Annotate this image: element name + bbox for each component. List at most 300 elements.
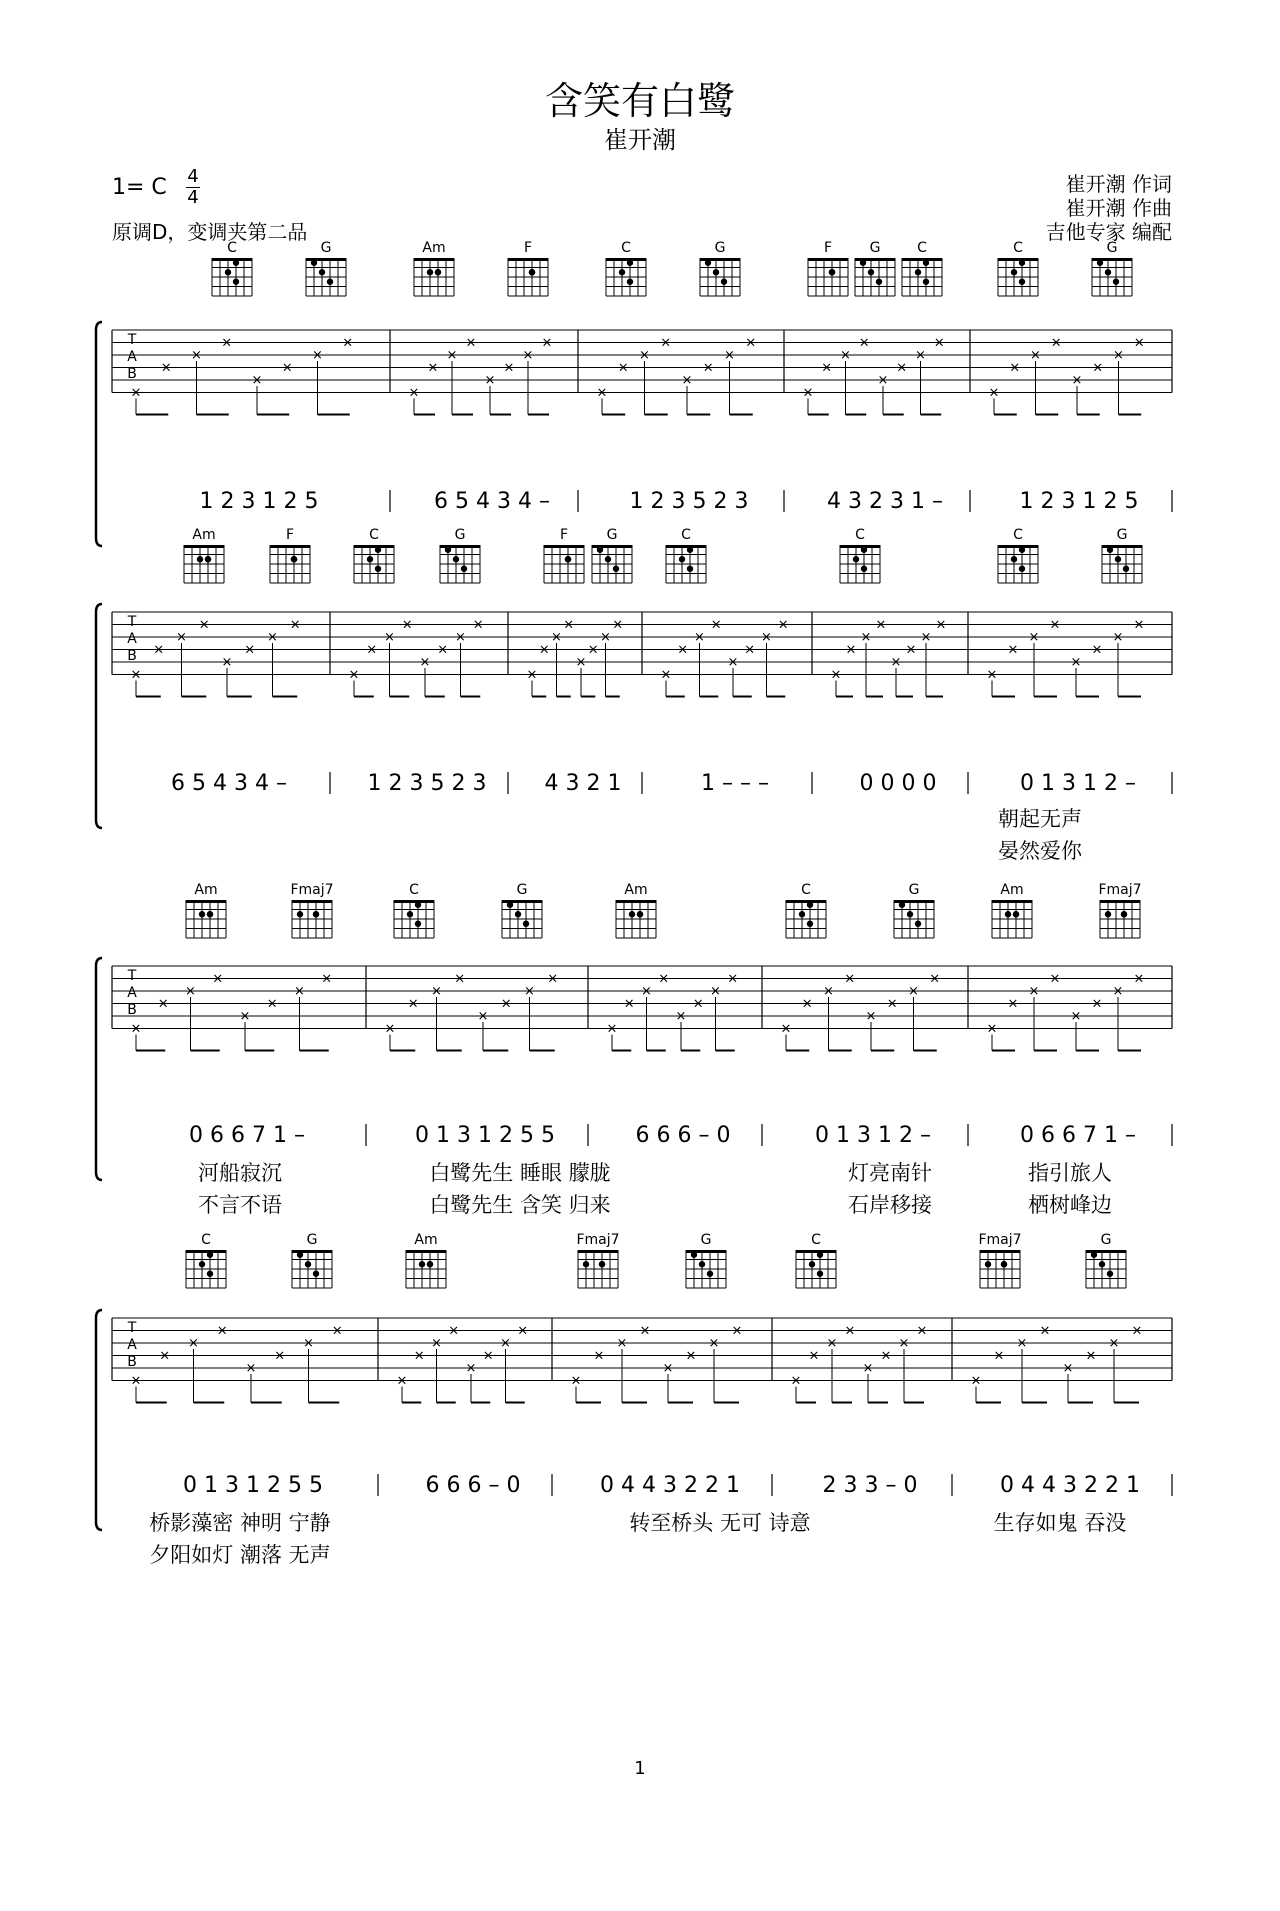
tab-pick: × <box>801 996 813 1012</box>
time-top: 4 <box>187 166 199 187</box>
tab-pick: × <box>455 630 466 645</box>
tab-pick: × <box>198 617 210 633</box>
tab-pick: × <box>1070 1009 1082 1024</box>
tab-pick: × <box>212 971 224 987</box>
chord-dot <box>713 269 719 275</box>
tab-pick: × <box>431 1336 442 1351</box>
chord-diagram <box>576 1232 619 1288</box>
tab-pick: × <box>988 385 1000 401</box>
tab-pick: × <box>986 1021 998 1037</box>
tab-pick: × <box>472 617 484 633</box>
tab-pick: × <box>639 348 650 363</box>
jianpu-measure: 0 6 6 7 1 – <box>189 1123 305 1148</box>
chord-name: G <box>306 1232 318 1248</box>
tab-pick: × <box>660 335 672 351</box>
tab-pick: × <box>342 335 354 351</box>
tab-pick: × <box>724 348 735 363</box>
chord-dot <box>375 566 381 572</box>
chord-dot <box>313 911 319 917</box>
tab-pick: × <box>865 1009 877 1024</box>
tab-pick: × <box>710 984 721 999</box>
chord-diagram <box>686 1232 726 1288</box>
chord-dot <box>1105 269 1111 275</box>
chord-dot <box>515 911 521 917</box>
tab-pick: × <box>159 1348 171 1364</box>
jianpu-measure: 1 2 3 1 2 5 <box>1019 489 1139 514</box>
jianpu-measure: 0 0 0 0 <box>859 771 937 796</box>
tab-pick: × <box>191 348 202 363</box>
lyric-line-2: 不言不语 <box>198 1193 282 1217</box>
tab-pick: × <box>1049 617 1061 633</box>
chord-dot <box>297 911 303 917</box>
chord-nut <box>1100 900 1140 903</box>
chord-diagram <box>306 240 346 296</box>
chord-dot <box>899 902 905 908</box>
tab-pick: × <box>606 1021 618 1037</box>
tab-pick: × <box>517 1323 529 1339</box>
tab-pick: × <box>702 360 714 376</box>
chord-dot <box>807 902 813 908</box>
tab-pick: × <box>826 1336 838 1351</box>
jianpu-measure: 0 1 3 1 2 5 5 <box>415 1123 555 1148</box>
chord-nut <box>840 545 880 548</box>
chord-dot <box>597 547 603 553</box>
tab-pick: × <box>245 1361 257 1376</box>
chord-dot <box>1107 547 1113 553</box>
credit-arranger: 吉他专家 编配 <box>1045 220 1172 244</box>
lyric-line-1: 白鹭先生 睡眼 朦胧 <box>429 1161 611 1185</box>
tab-pick: × <box>500 1336 511 1351</box>
tab-pick: × <box>130 1021 142 1037</box>
tab-pick: × <box>677 642 689 658</box>
chord-nut <box>212 258 252 261</box>
chord-diagram <box>1092 240 1132 296</box>
chord-diagram <box>894 882 934 938</box>
tab-pick: × <box>408 385 420 401</box>
chord-dot <box>876 279 882 285</box>
chord-diagram <box>394 882 434 938</box>
tab-pick: × <box>465 1361 477 1376</box>
chord-name: C <box>1013 527 1023 543</box>
tab-pick: × <box>898 1336 910 1351</box>
lyric-line-2: 夕阳如灯 潮落 无声 <box>149 1543 331 1567</box>
chord-diagram <box>186 882 226 938</box>
chord-dot <box>637 911 643 917</box>
tab-pick: × <box>1007 642 1019 658</box>
chord-dot <box>1123 566 1129 572</box>
chord-dot <box>923 260 929 266</box>
chord-dot <box>1091 1252 1097 1258</box>
tab-pick: × <box>396 1373 408 1389</box>
jianpu-measure: 6 5 4 3 4 – <box>171 771 287 796</box>
chord-dot <box>691 1252 697 1258</box>
tab-pick: × <box>916 1323 928 1339</box>
chord-dot <box>799 911 805 917</box>
tab-pick: × <box>694 630 705 645</box>
jianpu-measure: 0 4 4 3 2 2 1 <box>600 1473 740 1498</box>
tab-clef-letter: B <box>127 1002 137 1018</box>
chord-name: C <box>369 527 379 543</box>
chord-dot <box>225 269 231 275</box>
chord-diagram <box>290 882 333 938</box>
tab-pick: × <box>616 1336 628 1351</box>
credit-composer: 崔开潮 作曲 <box>1065 196 1172 220</box>
chord-dot <box>311 260 317 266</box>
chord-name: C <box>201 1232 211 1248</box>
chord-name: C <box>621 240 631 256</box>
chord-nut <box>544 545 584 548</box>
lyric-line-1: 朝起无声 <box>998 807 1082 831</box>
chord-name: Fmaj7 <box>290 882 334 898</box>
tab-pick: × <box>522 348 534 363</box>
tab-pick: × <box>1091 996 1103 1012</box>
lyric-line-1: 桥影藻密 神明 宁静 <box>149 1511 331 1535</box>
tab-pick: × <box>877 373 889 388</box>
chord-name: F <box>559 527 569 543</box>
chord-dot <box>1019 279 1025 285</box>
chord-nut <box>902 258 942 261</box>
tab-pick: × <box>1050 335 1062 351</box>
tab-pick: × <box>935 617 947 633</box>
tab-pick: × <box>448 1323 460 1339</box>
chord-dot <box>915 921 921 927</box>
tab-pick: × <box>1112 984 1124 999</box>
tab-pick: × <box>1071 373 1083 388</box>
chord-nut <box>186 1250 226 1253</box>
chord-diagram <box>840 527 880 583</box>
tab-pick: × <box>727 655 739 670</box>
tab-pick: × <box>185 984 196 999</box>
chord-dot <box>1005 911 1011 917</box>
tab-pick: × <box>312 348 323 363</box>
tab-pick: × <box>641 984 652 999</box>
jianpu-measure: 4 3 2 1 <box>544 771 622 796</box>
chord-name: G <box>908 882 920 898</box>
tab-pick: × <box>1039 1323 1051 1339</box>
lyric-line-1: 灯亮南针 <box>848 1161 932 1185</box>
tab-pick: × <box>1091 642 1103 658</box>
chord-dot <box>529 269 535 275</box>
chord-name: G <box>320 240 332 256</box>
chord-nut <box>354 545 394 548</box>
chord-nut <box>414 258 454 261</box>
chord-dot <box>605 556 611 562</box>
system-bracket <box>96 958 102 1180</box>
chord-diagram <box>406 1232 446 1288</box>
tab-pick: × <box>587 642 599 658</box>
tab-pick: × <box>1062 1361 1074 1376</box>
tab-pick: × <box>905 642 917 658</box>
chord-dot <box>1105 911 1111 917</box>
chord-name: G <box>1100 1232 1112 1248</box>
chord-name: G <box>454 527 466 543</box>
tab-pick: × <box>176 630 187 645</box>
chord-dot <box>679 556 685 562</box>
chord-dot <box>1099 1261 1105 1267</box>
tab-pick: × <box>821 360 833 376</box>
chord-name: G <box>714 240 726 256</box>
tab-pick: × <box>413 1348 425 1364</box>
tab-pick: × <box>153 642 165 658</box>
chord-diagram <box>796 1232 836 1288</box>
tab-pick: × <box>1007 996 1019 1012</box>
chord-dot <box>985 1261 991 1267</box>
jianpu-measure: 0 1 3 1 2 – <box>1020 771 1136 796</box>
chord-diagram <box>998 527 1038 583</box>
tab-pick: × <box>708 1336 720 1351</box>
tab-clef-letter: T <box>127 332 137 348</box>
tab-pick: × <box>526 667 538 683</box>
tab-pick: × <box>465 335 477 351</box>
tab-pick: × <box>660 667 672 683</box>
chord-nut <box>606 258 646 261</box>
lyric-line-2: 白鹭先生 含笑 归来 <box>429 1193 611 1217</box>
tab-pick: × <box>727 971 739 987</box>
chord-diagram <box>544 527 584 583</box>
chord-diagram <box>1098 882 1141 938</box>
chord-dot <box>407 911 413 917</box>
tab-pick: × <box>685 1348 697 1364</box>
tab-pick: × <box>745 335 757 351</box>
tab-pick: × <box>1049 971 1061 987</box>
chord-name: F <box>823 240 833 256</box>
lyric-line-1: 转至桥头 无可 诗意 <box>629 1511 811 1535</box>
jianpu-measure: 0 1 3 1 2 5 5 <box>183 1473 323 1498</box>
tab-pick: × <box>1133 971 1145 987</box>
chord-dot <box>868 269 874 275</box>
tab-pick: × <box>862 1361 874 1376</box>
tab-pick: × <box>808 1348 820 1364</box>
tab-pick: × <box>251 373 263 388</box>
tab-pick: × <box>896 360 908 376</box>
tab-pick: × <box>266 996 278 1012</box>
chord-nut <box>292 900 332 903</box>
chord-name: G <box>1106 240 1118 256</box>
tab-pick: × <box>289 617 301 633</box>
tab-pick: × <box>780 1021 792 1037</box>
tab-pick: × <box>267 630 278 645</box>
tab-pick: × <box>986 667 998 683</box>
chord-dot <box>619 269 625 275</box>
tab-pick: × <box>1133 617 1145 633</box>
jianpu-measure: 0 1 3 1 2 – <box>815 1123 931 1148</box>
chord-dot <box>613 566 619 572</box>
chord-dot <box>1113 279 1119 285</box>
chord-dot <box>565 556 571 562</box>
chord-nut <box>184 545 224 548</box>
tab-pick: × <box>575 655 587 670</box>
tab-pick: × <box>130 1373 142 1389</box>
chord-name: G <box>516 882 528 898</box>
chord-dot <box>415 921 421 927</box>
chord-nut <box>992 900 1032 903</box>
chord-diagram <box>508 240 548 296</box>
chord-dot <box>197 556 203 562</box>
tab-pick: × <box>482 1348 494 1364</box>
tab-pick: × <box>890 655 902 670</box>
chord-diagram <box>292 1232 332 1288</box>
tab-pick: × <box>908 984 919 999</box>
chord-dot <box>233 279 239 285</box>
chord-dot <box>809 1261 815 1267</box>
tab-pick: × <box>524 984 535 999</box>
tab-pick: × <box>840 348 851 363</box>
tab-pick: × <box>303 1336 314 1351</box>
tab-clef-letter: T <box>127 968 137 984</box>
tab-pick: × <box>538 642 550 658</box>
chord-dot <box>199 911 205 917</box>
tab-pick: × <box>860 630 872 645</box>
tab-pick: × <box>790 1373 802 1389</box>
tab-pick: × <box>1028 630 1040 645</box>
chord-dot <box>705 260 711 266</box>
tab-pick: × <box>407 996 419 1012</box>
tab-clef-letter: T <box>127 614 137 630</box>
jianpu-measure: 1 2 3 5 2 3 <box>367 771 487 796</box>
tab-pick: × <box>875 617 887 633</box>
chord-dot <box>627 260 633 266</box>
tab-pick: × <box>221 655 233 670</box>
chord-diagram <box>502 882 542 938</box>
tab-clef-letter: A <box>127 1337 137 1353</box>
chord-nut <box>186 900 226 903</box>
chord-nut <box>406 1250 446 1253</box>
chord-dot <box>861 547 867 553</box>
tab-pick: × <box>477 1009 489 1024</box>
chord-name: C <box>1013 240 1023 256</box>
tab-pick: × <box>744 642 756 658</box>
tab-pick: × <box>845 642 857 658</box>
chord-diagram <box>606 240 646 296</box>
tab-pick: × <box>274 1348 286 1364</box>
chord-nut <box>998 545 1038 548</box>
chord-nut <box>808 258 848 261</box>
tab-pick: × <box>844 971 856 987</box>
chord-dot <box>627 279 633 285</box>
credit-lyricist: 崔开潮 作词 <box>1065 172 1172 196</box>
jianpu-measure: 0 4 4 3 2 2 1 <box>1000 1473 1140 1498</box>
chord-name: F <box>523 240 533 256</box>
tab-pick: × <box>1092 360 1104 376</box>
tab-pick: × <box>675 1009 687 1024</box>
chord-nut <box>616 900 656 903</box>
chord-dot <box>853 556 859 562</box>
chord-name: C <box>917 240 927 256</box>
tab-pick: × <box>612 617 624 633</box>
chord-diagram <box>440 527 480 583</box>
lyric-line-1: 河船寂沉 <box>198 1161 282 1185</box>
chord-diagram <box>1086 1232 1126 1288</box>
jianpu-measure: 4 3 2 3 1 – <box>827 489 943 514</box>
tab-pick: × <box>130 385 142 401</box>
chord-diagram <box>998 240 1038 296</box>
tab-pick: × <box>547 971 559 987</box>
chord-name: G <box>700 1232 712 1248</box>
chord-dot <box>687 566 693 572</box>
chord-dot <box>687 547 693 553</box>
tab-pick: × <box>993 1348 1005 1364</box>
tab-pick: × <box>384 630 395 645</box>
tab-pick: × <box>886 996 898 1012</box>
chord-dot <box>199 1261 205 1267</box>
chord-name: Am <box>414 1232 438 1248</box>
chord-name: Fmaj7 <box>1098 882 1142 898</box>
chord-dot <box>207 911 213 917</box>
tab-pick: × <box>777 617 789 633</box>
tab-clef-letter: A <box>127 349 137 365</box>
lyric-line-1: 指引旅人 <box>1028 1161 1112 1185</box>
chord-name: Am <box>1000 882 1024 898</box>
chord-diagram <box>786 882 826 938</box>
tab-pick: × <box>623 996 635 1012</box>
chord-name: Am <box>422 240 446 256</box>
tab-pick: × <box>830 667 842 683</box>
chord-diagram <box>270 527 310 583</box>
chord-diagram <box>212 240 252 296</box>
chord-dot <box>319 269 325 275</box>
chord-dot <box>1011 269 1017 275</box>
chord-dot <box>207 1252 213 1258</box>
chord-name: Fmaj7 <box>978 1232 1022 1248</box>
tab-pick: × <box>1016 1336 1028 1351</box>
tab-pick: × <box>294 984 305 999</box>
tab-clef-letter: A <box>127 631 137 647</box>
tab-pick: × <box>157 996 169 1012</box>
chord-dot <box>629 911 635 917</box>
chord-dot <box>915 269 921 275</box>
chord-name: G <box>869 240 881 256</box>
chord-dot <box>445 547 451 553</box>
tab-pick: × <box>570 1373 582 1389</box>
jianpu-measure: 6 6 6 – 0 <box>425 1473 521 1498</box>
chord-dot <box>599 1261 605 1267</box>
tab-pick: × <box>366 642 378 658</box>
tab-pick: × <box>188 1336 199 1351</box>
chord-dot <box>1001 1261 1007 1267</box>
tab-pick: × <box>454 971 466 987</box>
jianpu-measure: 2 3 3 – 0 <box>822 1473 918 1498</box>
tab-pick: × <box>244 642 256 658</box>
tab-pick: × <box>503 360 515 376</box>
chord-dot <box>707 1271 713 1277</box>
chord-dot <box>817 1252 823 1258</box>
system-bracket <box>96 604 102 828</box>
chord-dot <box>415 902 421 908</box>
chord-nut <box>270 545 310 548</box>
time-bottom: 4 <box>187 187 199 208</box>
chord-name: Am <box>624 882 648 898</box>
tab-clef-letter: B <box>127 366 137 382</box>
tab-pick: × <box>617 360 629 376</box>
tab-pick: × <box>281 360 293 376</box>
lyric-line-2: 栖树峰边 <box>1028 1193 1112 1217</box>
tab-clef-letter: B <box>127 648 137 664</box>
chord-dot <box>435 269 441 275</box>
chord-dot <box>233 260 239 266</box>
tab-pick: × <box>920 630 932 645</box>
chord-nut <box>666 545 706 548</box>
chord-diagram <box>616 882 656 938</box>
chord-name: G <box>606 527 618 543</box>
chord-dot <box>205 556 211 562</box>
tab-pick: × <box>880 1348 892 1364</box>
tab-pick: × <box>1113 348 1124 363</box>
system-bracket <box>96 322 102 546</box>
chord-dot <box>1019 547 1025 553</box>
chord-nut <box>786 900 826 903</box>
tab-pick: × <box>593 1348 605 1364</box>
chord-name: G <box>1116 527 1128 543</box>
